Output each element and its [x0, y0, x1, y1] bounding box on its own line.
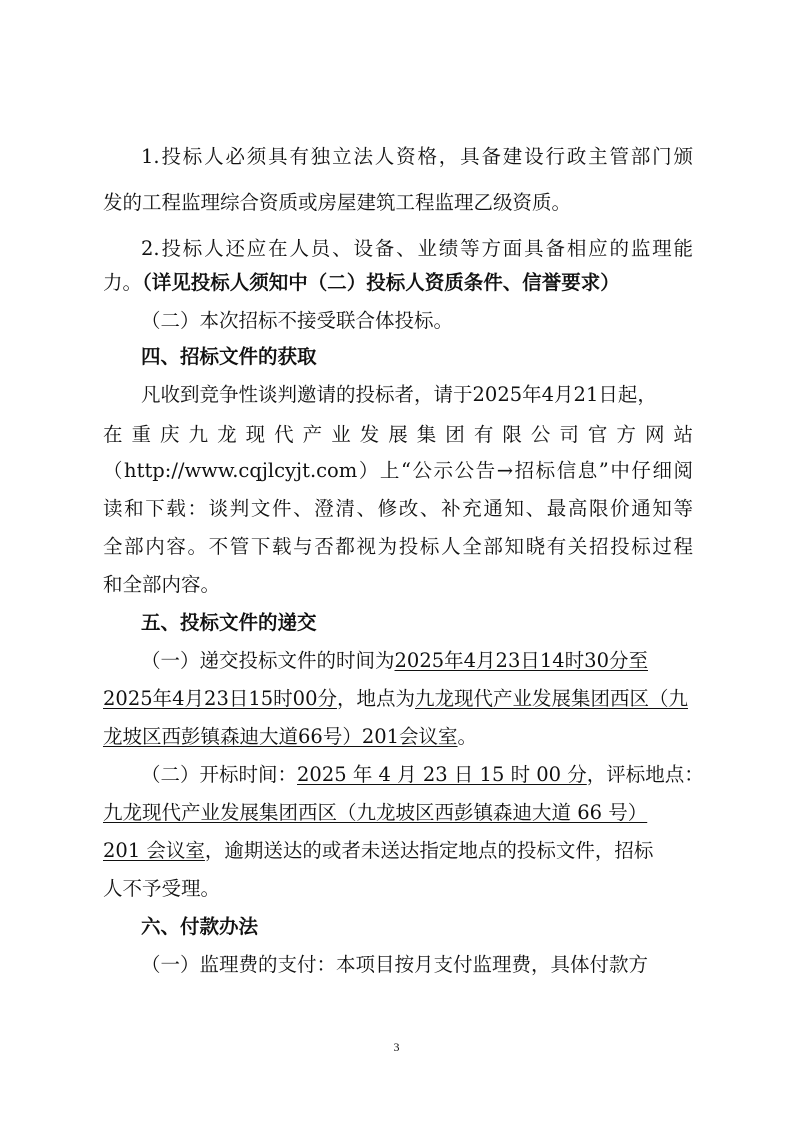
bold-text: （详见投标人须知中（二）投标人资质条件、信誉要求）	[142, 271, 620, 294]
text: （二）开标时间：	[141, 763, 298, 786]
paragraph-line	[103, 872, 693, 906]
section-heading	[141, 606, 693, 640]
paragraph-line	[103, 492, 693, 526]
text: ，评标地点：	[586, 763, 704, 786]
paragraph-line	[103, 530, 693, 564]
heading-text: 六、付款办法	[141, 915, 259, 938]
paragraph-line	[103, 186, 693, 220]
underlined-text: 九龙现代产业发展集团西区（九	[415, 687, 689, 710]
text: 读和下载：谈判文件、澄清、修改、补充通知、最高限价通知等	[103, 497, 693, 520]
paragraph-line	[103, 796, 693, 830]
heading-text: 四、招标文件的获取	[141, 345, 317, 368]
underlined-text: 2025年4月23日15时00分	[103, 687, 337, 710]
text: 2.投标人还应在人员、设备、业绩等方面具备相应的监理能	[141, 237, 693, 260]
text: 人不予受理。	[103, 877, 221, 900]
underlined-text: 2025年4月23日14时30分至	[394, 649, 648, 672]
paragraph-line	[141, 948, 693, 982]
text: 在重庆九龙现代产业发展集团有限公司官方网站	[103, 423, 693, 446]
text: 全部内容。不管下载与否都视为投标人全部知晓有关招投标过程	[103, 535, 693, 558]
underlined-text: 龙坡区西彭镇森迪大道66号）201会议室	[103, 725, 458, 748]
paragraph-line	[141, 304, 693, 338]
paragraph-line	[103, 418, 693, 452]
paragraph-line	[141, 758, 704, 792]
heading-text: 五、投标文件的递交	[141, 611, 317, 634]
paragraph-line	[141, 232, 693, 266]
section-heading	[141, 910, 693, 944]
underlined-text: 2025 年 4 月 23 日 15 时 00 分	[297, 763, 587, 786]
paragraph-line	[141, 378, 693, 412]
underlined-text: 九龙现代产业发展集团西区（九龙坡区西彭镇森迪大道 66 号）	[103, 801, 648, 824]
text: （一）递交投标文件的时间为	[141, 649, 395, 672]
paragraph-line	[103, 682, 693, 716]
section-heading	[141, 340, 693, 374]
paragraph-line	[103, 454, 693, 488]
text: ，逾期送达的或者未送达指定地点的投标文件，招标	[204, 839, 654, 862]
underlined-text: 201 会议室	[103, 839, 205, 862]
text: （二）本次招标不接受联合体投标。	[141, 309, 454, 332]
text: ，地点为	[336, 687, 415, 710]
text: 发的工程监理综合资质或房屋建筑工程监理乙级资质。	[103, 191, 572, 214]
paragraph-line	[103, 834, 693, 868]
text: 和全部内容。	[103, 573, 221, 596]
text: （一）监理费的支付：本项目按月支付监理费，具体付款方	[141, 953, 649, 976]
paragraph-line	[141, 644, 693, 678]
text: 2025年4月21日起，	[472, 383, 657, 406]
text: 凡收到竞争性谈判邀请的投标者，请于	[141, 383, 473, 406]
text: 。	[457, 725, 478, 748]
text: 力。	[103, 271, 143, 294]
paragraph-line	[103, 568, 693, 602]
paragraph-line	[103, 720, 693, 754]
page-number: 3	[393, 1040, 400, 1054]
paragraph-line	[141, 140, 693, 174]
text: 1.投标人必须具有独立法人资格，具备建设行政主管部门颁	[141, 145, 693, 168]
text: （http://www.cqjlcyjt.com）上“公示公告→招标信息”中仔细阅	[103, 459, 693, 482]
paragraph-line	[103, 266, 693, 300]
